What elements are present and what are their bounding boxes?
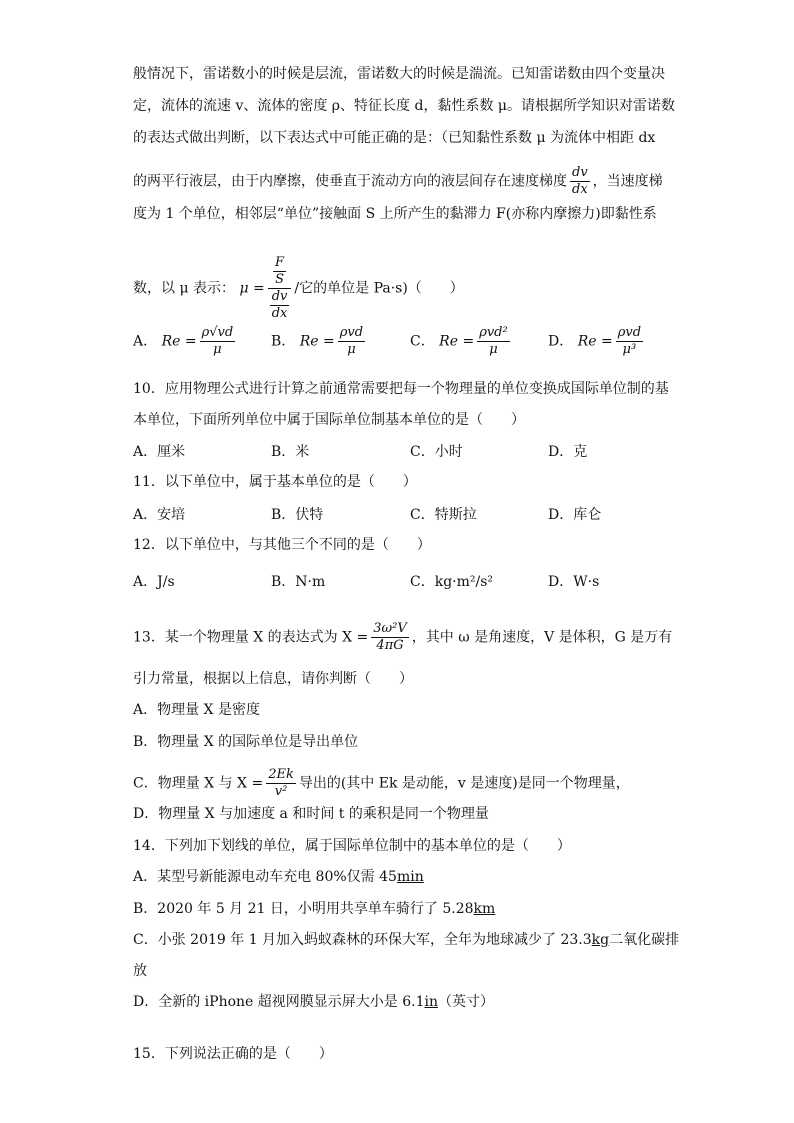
dx-symbol: dx [271,306,288,321]
q11-option-b: B．伏特 [271,507,324,523]
q13-line-1-text: 13．某一个物理量 X 的表达式为 X = [133,629,369,646]
q13-denominator: 4πG [376,638,404,653]
underlined-unit: min [396,869,424,885]
option-lhs: Re = [161,333,197,350]
dv-symbol: dv [271,289,288,304]
q13-option-c-tail: 导出的(其中 Ek 是动能，v 是速度)是同一个物理量， [298,775,630,792]
q13-option-c [133,768,630,799]
q14-option-d [133,992,494,1012]
q14-option-c [133,930,679,950]
q10-option-a: A．厘米 [133,444,186,460]
option-lhs: Re = [299,333,335,350]
q9-line-2: 定，流体的流速 v、流体的密度 ρ、特征长度 d，黏性系数 μ。请根据所学知识对雷诺数 [133,98,675,114]
q9-option-d [548,326,646,357]
q9-line-6-tail: /它的单位是 Pa·s)（ ） [294,280,464,297]
option-fraction [338,326,365,357]
q14-stem: 14．下列加下划线的单位，属于国际单位制中的基本单位的是（ ） [133,838,571,854]
option-label: A． [133,333,158,350]
q12-option-d: D．W·s [548,574,600,590]
q10-line-1: 10．应用物理公式进行计算之前通常需要把每一个物理量的单位变换成国际单位制的基 [133,381,669,397]
underlined-unit: in [424,994,438,1010]
q13-numerator: 3ω²V [373,621,407,636]
dv-dx-fraction [270,290,290,321]
option-denominator: μ [489,342,498,357]
option-numerator: ρ√vd [201,325,234,340]
q9-line-6 [133,256,464,321]
force-symbol: F [275,255,285,270]
option-label: B． [271,333,296,350]
fraction-numerator: dv [572,165,588,180]
option-lhs: Re = [439,333,475,350]
velocity-gradient-fraction [570,166,590,197]
q14-option-b-text: B．2020 年 5 月 21 日，小明用共享单车骑行了 5.28 [133,901,474,917]
kinetic-numerator: 2Ek [268,767,294,782]
q13-line-1-tail: ，其中 ω 是角速度，V 是体积，G 是万有 [411,629,673,646]
option-numerator: ρvd² [479,325,508,340]
q9-line-4-text: 的两平行液层，由于内摩擦，使垂直于流动方向的液层间存在速度梯度 [133,173,567,190]
viscosity-symbol: μ = [239,280,265,297]
q13-option-a: A．物理量 X 是密度 [133,702,260,718]
option-fraction [477,326,510,357]
q12-stem: 12．以下单位中，与其他三个不同的是（ ） [133,537,431,553]
q14-option-b [133,899,495,919]
q10-option-d: D．克 [548,444,588,460]
q14-option-a [133,867,424,887]
q10-line-2: 本单位，下面所列单位中属于国际单位制基本单位的是（ ） [133,412,525,428]
q13-option-b: B．物理量 X 的国际单位是导出单位 [133,734,359,750]
option-label: D． [548,333,574,350]
q12-option-a: A．J/s [133,574,175,590]
q15-stem: 15．下列说法正确的是（ ） [133,1046,333,1062]
q14-option-d-tail: （英寸） [437,994,494,1010]
option-numerator: ρvd [339,325,364,340]
kinetic-denominator: v² [274,784,288,799]
q14-option-d-text: D．全新的 iPhone 超视网膜显示屏大小是 6.1 [133,994,425,1010]
q9-line-1: 般情况下，雷诺数小的时候是层流，雷诺数大的时候是湍流。已知雷诺数由四个变量决 [133,66,665,82]
q9-option-a [133,326,238,357]
q9-line-5: 度为 1 个单位，相邻层“单位”接触面 S 上所产生的黏滞力 F(亦称内摩擦力)即黏性系 [133,206,657,222]
q9-line-4-tail: ，当速度梯 [592,173,663,190]
q12-option-c: C．kg·m²/s² [410,574,494,590]
viscosity-denominator [268,289,292,321]
q9-line-6-text: 数，以 μ 表示： [133,280,235,297]
q14-option-c-cont: 放 [133,963,147,979]
kinetic-energy-fraction [266,768,296,799]
viscosity-fraction [268,256,292,321]
q13-option-c-text: C．物理量 X 与 X = [133,775,264,792]
q12-option-b: B．N·m [271,574,326,590]
q9-line-3: 的表达式做出判断，以下表达式中可能正确的是：（已知黏性系数 μ 为流体中相距 dx [133,130,656,146]
option-numerator: ρvd [617,325,642,340]
q13-line-1 [133,622,672,653]
underlined-unit: km [473,901,496,917]
q14-option-c-text: C．小张 2019 年 1 月加入蚂蚁森林的环保大军，全年为地球减少了 23.3 [133,932,592,948]
viscosity-numerator [268,256,292,289]
q13-option-d: D．物理量 X 与加速度 a 和时间 t 的乘积是同一个物理量 [133,806,489,822]
q10-option-c: C．小时 [410,444,463,460]
q9-option-c [410,326,513,357]
q11-stem: 11．以下单位中，属于基本单位的是（ ） [133,474,417,490]
q13-fraction [371,622,408,653]
area-symbol: S [275,272,285,287]
option-fraction [616,326,643,357]
q14-option-a-text: A．某型号新能源电动车充电 80%仅需 45 [133,869,397,885]
option-denominator: μ [347,342,356,357]
q9-line-4 [133,166,663,197]
q14-option-c-tail: 二氧化碳排 [609,932,680,948]
option-fraction [200,326,236,357]
q9-option-b [271,326,368,357]
q11-option-c: C．特斯拉 [410,507,477,523]
q11-option-d: D．库仑 [548,507,602,523]
underlined-unit: kg [591,932,610,948]
force-area-fraction [273,256,286,287]
fraction-denominator: dx [572,182,588,197]
option-denominator: μ³ [622,342,637,357]
q13-line-2: 引力常量，根据以上信息，请你判断（ ） [133,671,413,687]
option-lhs: Re = [577,333,613,350]
q11-option-a: A．安培 [133,507,186,523]
option-label: C． [410,333,435,350]
option-denominator: μ [213,342,222,357]
q10-option-b: B．米 [271,444,310,460]
